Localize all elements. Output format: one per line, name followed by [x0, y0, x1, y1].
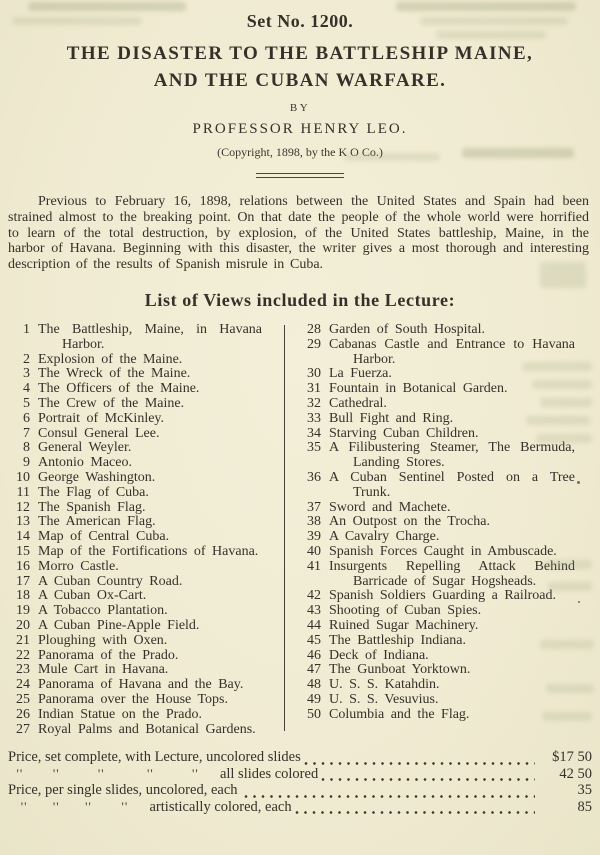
dot-leader — [304, 761, 535, 766]
view-number: 33 — [307, 410, 321, 426]
view-list-item — [10, 708, 262, 723]
view-title: Royal Palms and Botanical Gardens. — [38, 721, 256, 737]
view-number: 6 — [23, 410, 30, 426]
view-title: Antonio Maceo. — [38, 455, 132, 471]
set-number: Set No. 1200. — [246, 11, 354, 31]
view-number: 34 — [307, 425, 321, 441]
views-list — [10, 323, 600, 737]
view-list-item — [301, 530, 575, 545]
view-title: The Officers of the Maine. — [38, 381, 200, 397]
author-name: PROFESSOR HENRY LEO. — [192, 121, 408, 137]
view-title: A Cuban Sentinel Posted on a Tree Trunk. — [329, 469, 575, 500]
view-list-item — [301, 382, 575, 397]
view-list-item — [301, 649, 575, 664]
price-amount: 35 — [577, 782, 592, 799]
column-divider-rule — [284, 325, 285, 731]
copyright-notice: (Copyright, 1898, by the K O Co.) — [217, 145, 383, 159]
view-title: A Cuban Ox-Cart. — [38, 588, 147, 604]
view-list-item — [301, 589, 575, 604]
view-title: A Filibustering Steamer, The Bermuda, Landing Stores. — [329, 440, 575, 471]
view-list-item — [10, 367, 262, 382]
view-title: The Spanish Flag. — [38, 499, 146, 515]
view-list-item — [10, 649, 262, 664]
view-number: 8 — [23, 440, 30, 456]
view-list-item — [10, 634, 262, 649]
view-number: 41 — [307, 558, 321, 574]
view-title: Bull Fight and Ring. — [329, 410, 454, 426]
view-list-item — [10, 693, 262, 708]
view-title: The American Flag. — [38, 514, 156, 530]
view-list-item — [10, 323, 262, 353]
view-title: A Cuban Country Road. — [38, 573, 183, 589]
view-title: Garden of South Hospital. — [329, 321, 485, 337]
view-number: 14 — [16, 529, 30, 545]
view-title: A Cuban Pine-Apple Field. — [38, 617, 200, 633]
byline: BY — [289, 102, 311, 114]
view-number: 10 — [16, 469, 30, 485]
double-rule-divider — [256, 173, 344, 178]
view-list-item — [301, 397, 575, 412]
view-number: 20 — [16, 617, 30, 633]
price-row — [8, 782, 592, 799]
view-title: Indian Statue on the Prado. — [38, 706, 203, 722]
view-number: 2 — [23, 351, 30, 367]
view-list-item — [301, 663, 575, 678]
view-number: 15 — [16, 543, 30, 559]
price-label: Price, set complete, with Lecture, uncolored slides — [8, 749, 301, 766]
price-label: Price, per single slides, uncolored, each — [8, 782, 242, 799]
view-number: 46 — [307, 647, 321, 663]
view-list-item — [301, 678, 575, 693]
view-title: Panorama over the House Tops. — [38, 691, 229, 707]
view-list-item — [10, 619, 262, 634]
view-list-item — [301, 693, 575, 708]
view-list-item — [10, 589, 262, 604]
view-number: 26 — [16, 706, 30, 722]
view-title: Ploughing with Oxen. — [38, 632, 168, 648]
view-number: 7 — [23, 425, 30, 441]
views-column-right — [301, 323, 575, 737]
view-number: 47 — [307, 662, 321, 678]
view-title: A Cavalry Charge. — [329, 529, 440, 545]
price-amount: 42 50 — [559, 765, 592, 782]
price-list — [8, 749, 592, 815]
view-number: 38 — [307, 514, 321, 530]
price-amount: $17 50 — [552, 749, 592, 766]
view-title: Consul General Lee. — [38, 425, 160, 441]
price-label: all slides colored — [219, 765, 319, 782]
view-title: Ruined Sugar Machinery. — [329, 617, 479, 633]
view-list-item — [301, 515, 575, 530]
view-title: Spanish Forces Caught in Ambuscade. — [329, 543, 557, 559]
view-list-item — [301, 560, 575, 590]
view-number: 32 — [307, 395, 321, 411]
price-amount: 85 — [577, 798, 592, 815]
view-title: Panorama of Havana and the Bay. — [38, 677, 244, 693]
view-title: Map of Central Cuba. — [38, 529, 170, 545]
view-list-item — [10, 501, 262, 516]
page-title-line2: AND THE CUBAN WARFARE. — [153, 70, 447, 91]
view-title: Map of the Fortifications of Havana. — [38, 543, 259, 559]
view-number: 16 — [16, 558, 30, 574]
view-list-item — [301, 441, 575, 471]
view-title: U. S. S. Katahdin. — [329, 677, 440, 693]
price-row — [8, 766, 592, 783]
view-list-item — [301, 427, 575, 442]
dot-leader — [321, 777, 535, 782]
view-title: The Battleship, Maine, in Havana Harbor. — [38, 321, 262, 352]
view-list-item — [301, 619, 575, 634]
view-title: An Outpost on the Trocha. — [329, 514, 490, 530]
view-number: 39 — [307, 529, 321, 545]
view-number: 30 — [307, 366, 321, 382]
view-list-item — [10, 723, 262, 738]
view-title: A Tobacco Plantation. — [38, 603, 168, 619]
price-row — [8, 749, 592, 766]
view-list-item — [10, 471, 262, 486]
view-list-item — [301, 338, 575, 368]
view-number: 24 — [16, 677, 30, 693]
view-title: Cathedral. — [329, 395, 387, 411]
view-title: General Weyler. — [38, 440, 132, 456]
view-list-item — [10, 427, 262, 442]
view-list-item — [301, 412, 575, 427]
price-row — [8, 799, 592, 816]
view-title: Mule Cart in Havana. — [38, 662, 169, 678]
view-title: The Battleship Indiana. — [329, 632, 467, 648]
view-list-item — [10, 412, 262, 427]
view-number: 42 — [307, 588, 321, 604]
view-number: 43 — [307, 603, 321, 619]
view-title: Explosion of the Maine. — [38, 351, 183, 367]
page-title — [0, 40, 600, 94]
view-number: 40 — [307, 543, 321, 559]
view-list-item — [301, 708, 575, 723]
view-list-item — [10, 545, 262, 560]
view-number: 21 — [16, 632, 30, 648]
view-number: 49 — [307, 691, 321, 707]
view-list-item — [10, 663, 262, 678]
scan-speck — [578, 601, 580, 603]
view-number: 28 — [307, 321, 321, 337]
view-number: 37 — [307, 499, 321, 515]
view-number: 45 — [307, 632, 321, 648]
ditto-marks: '' '' '' '' '' — [8, 765, 220, 781]
view-title: Morro Castle. — [38, 558, 119, 574]
ditto-marks: '' '' '' '' — [8, 798, 150, 814]
view-number: 27 — [16, 721, 30, 737]
intro-paragraph: Previous to February 16, 1898, relations between the United States and Spain had been strained almost to the breaking point. On that date the people of the whole world were horrified to learn of the total destruction, by explosion, of the United States battleship, Maine, in the harbor of Havana. Beginning with this disaster, the writer gives a most thorough and interesting description of the results of Spanish misrule in Cuba. — [8, 194, 589, 273]
view-title: Insurgents Repelling Attack Behind Barricade of Sugar Hogsheads. — [329, 558, 575, 589]
bleed-through-artifact — [436, 31, 546, 39]
view-list-item — [10, 441, 262, 456]
view-list-item — [301, 545, 575, 560]
view-title: U. S. S. Vesuvius. — [329, 691, 439, 707]
view-list-item — [301, 604, 575, 619]
view-number: 50 — [307, 706, 321, 722]
view-number: 13 — [16, 514, 30, 530]
view-list-item — [10, 678, 262, 693]
view-number: 36 — [307, 469, 321, 485]
view-list-item — [301, 471, 575, 501]
view-title: Portrait of McKinley. — [38, 410, 165, 426]
view-list-item — [10, 397, 262, 412]
view-list-item — [301, 634, 575, 649]
view-number: 23 — [16, 662, 30, 678]
view-list-item — [301, 501, 575, 516]
view-number: 44 — [307, 617, 321, 633]
view-title: Deck of Indiana. — [329, 647, 429, 663]
view-title: The Flag of Cuba. — [38, 484, 149, 500]
view-title: Spanish Soldiers Guarding a Railroad. — [329, 588, 557, 604]
scan-speck — [577, 481, 580, 484]
view-number: 18 — [16, 588, 30, 604]
view-list-item — [10, 530, 262, 545]
view-number: 29 — [307, 336, 321, 352]
view-number: 25 — [16, 691, 30, 707]
view-list-item — [301, 323, 575, 338]
view-list-item — [301, 367, 575, 382]
view-title: The Crew of the Maine. — [38, 395, 185, 411]
view-title: The Gunboat Yorktown. — [329, 662, 471, 678]
view-list-item — [10, 560, 262, 575]
view-number: 22 — [16, 647, 30, 663]
view-number: 1 — [23, 321, 30, 337]
view-number: 31 — [307, 381, 321, 397]
view-list-item — [10, 353, 262, 368]
view-number: 3 — [23, 366, 30, 382]
views-column-left — [10, 323, 262, 737]
view-list-item — [10, 456, 262, 471]
view-number: 5 — [23, 395, 30, 411]
view-list-item — [10, 382, 262, 397]
view-title: Fountain in Botanical Garden. — [329, 381, 508, 397]
view-list-item — [10, 604, 262, 619]
view-number: 19 — [16, 603, 30, 619]
view-title: Sword and Machete. — [329, 499, 451, 515]
view-number: 17 — [16, 573, 30, 589]
view-title: Starving Cuban Children. — [329, 425, 479, 441]
view-number: 11 — [16, 484, 30, 500]
view-list-item — [10, 515, 262, 530]
view-title: Columbia and the Flag. — [329, 706, 470, 722]
view-list-item — [10, 575, 262, 590]
view-title: La Fuerza. — [329, 366, 392, 382]
view-title: Panorama of the Prado. — [38, 647, 179, 663]
view-number: 12 — [16, 499, 30, 515]
view-title: The Wreck of the Maine. — [38, 366, 191, 382]
view-title: George Washington. — [38, 469, 156, 485]
view-number: 48 — [307, 677, 321, 693]
view-number: 9 — [23, 455, 30, 471]
dot-leader — [295, 810, 535, 815]
view-title: Shooting of Cuban Spies. — [329, 603, 482, 619]
view-number: 4 — [23, 381, 30, 397]
price-label: artistically colored, each — [149, 798, 292, 815]
list-heading: List of Views included in the Lecture: — [144, 289, 456, 310]
page-title-line1: THE DISASTER TO THE BATTLESHIP MAINE, — [66, 43, 534, 64]
view-list-item — [10, 486, 262, 501]
view-title: Cabanas Castle and Entrance to Havana Harbor. — [329, 336, 575, 367]
view-number: 35 — [307, 440, 321, 456]
